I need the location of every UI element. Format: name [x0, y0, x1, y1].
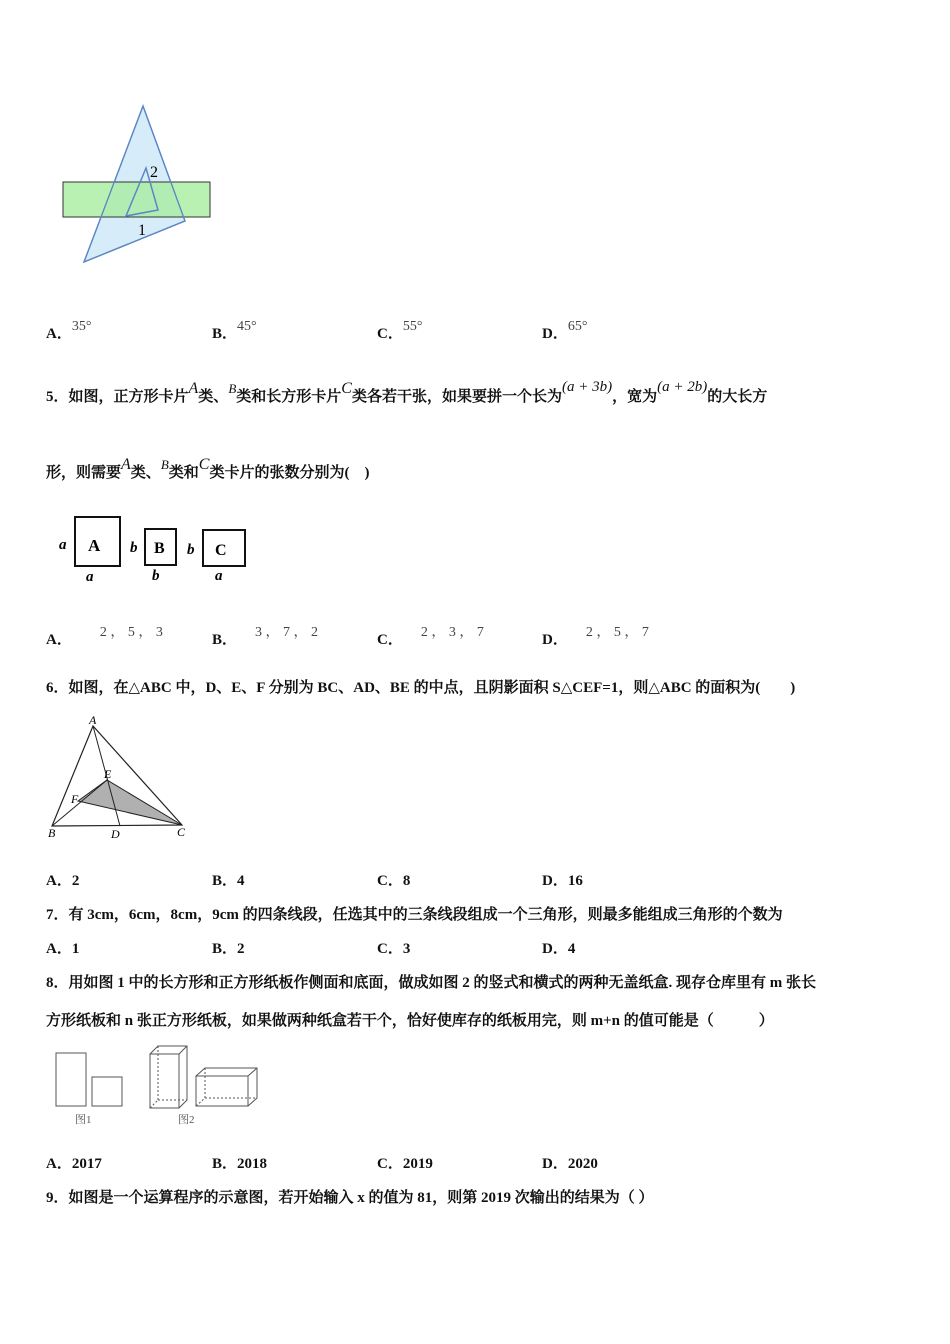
- q4-figure: [60, 100, 215, 270]
- shaded-triangle-cef: [78, 780, 182, 825]
- q4-option-d[interactable]: D．65°: [542, 319, 588, 342]
- point-c-label: C: [177, 825, 186, 839]
- q7-option-c[interactable]: C．3: [377, 941, 411, 957]
- q6-triangle-figure: [45, 712, 195, 842]
- card-a-label: A: [88, 536, 101, 555]
- point-a-label: A: [89, 713, 97, 727]
- card-c-side-label: b: [187, 542, 195, 558]
- q6-question: 6．如图，在△ABC 中，D、E、F 分别为 BC、AD、BE 的中点，且阴影面积 S△CEF=1，则△ABC 的面积为( ): [46, 680, 796, 696]
- fig1-square-board: [92, 1077, 122, 1106]
- q6-option-d[interactable]: D．16: [542, 873, 583, 889]
- q5-option-c[interactable]: C． 2 ， 3 ， 7: [377, 625, 484, 648]
- angle-label-2: 2: [150, 164, 158, 181]
- point-b-label: B: [48, 826, 56, 840]
- q7-option-a[interactable]: A．1: [46, 941, 80, 957]
- q6-option-b[interactable]: B．4: [212, 873, 245, 889]
- point-f-label: F: [71, 792, 79, 806]
- fig2-horizontal-box: [196, 1068, 257, 1106]
- card-c-bottom-label: a: [215, 568, 223, 584]
- q9-question: 9．如图是一个运算程序的示意图，若开始输入 x 的值为 81，则第 2019 次输出的结果为（ ）: [46, 1190, 654, 1206]
- q7-option-d[interactable]: D．4: [542, 941, 576, 957]
- green-rectangle: [63, 182, 210, 217]
- q7-option-b[interactable]: B．2: [212, 941, 245, 957]
- q8-option-a[interactable]: A．2017: [46, 1156, 102, 1172]
- q7-question: 7．有 3cm，6cm，8cm，9cm 的四条线段，任选其中的三条线段组成一个三角形，则最多能组成三角形的个数为: [46, 907, 783, 923]
- q5-option-d[interactable]: D． 2 ， 5 ， 7: [542, 625, 649, 648]
- q8-option-c[interactable]: C．2019: [377, 1156, 433, 1172]
- q8-option-b[interactable]: B．2018: [212, 1156, 268, 1172]
- q8-question-line1: 8．用如图 1 中的长方形和正方形纸板作侧面和底面，做成如图 2 的竖式和横式的两种无盖纸盒. 现存仓库里有 m 张长: [46, 975, 817, 991]
- triangle-abc: [52, 726, 182, 826]
- q8-boxes-figure: [50, 1040, 262, 1132]
- q8-question-line2: 方形纸板和 n 张正方形纸板，如果做两种纸盒若干个，恰好使库存的纸板用完，则 m+n 的值可能是（ ）: [46, 1013, 774, 1029]
- card-b-label: B: [154, 540, 165, 557]
- card-b-side-label: b: [130, 540, 138, 556]
- card-a-side-label: a: [59, 537, 67, 553]
- angle-label-1: 1: [138, 222, 146, 239]
- fig2-label: 图2: [178, 1114, 195, 1126]
- point-d-label: D: [111, 827, 120, 841]
- fig1-label: 图1: [75, 1114, 92, 1126]
- q5-line2: 形，则需要A类、B类和C类卡片的张数分别为( ): [46, 456, 370, 481]
- card-b-bottom-label: b: [152, 568, 160, 584]
- q6-option-a[interactable]: A．2: [46, 873, 80, 889]
- q4-option-b[interactable]: B．45°: [212, 319, 257, 342]
- point-e-label: E: [104, 767, 112, 781]
- q5-option-a[interactable]: A． 2 ， 5 ， 3: [46, 625, 163, 648]
- q8-option-d[interactable]: D．2020: [542, 1156, 598, 1172]
- q5-line1: 5．如图，正方形卡片A类、B类和长方形卡片C类各若干张，如果要拼一个长为(a + 3b)，宽为(a + 2b)的大长方: [46, 379, 768, 405]
- fig2-vertical-box: [150, 1046, 187, 1108]
- q5-option-b[interactable]: B． 3 ， 7 ， 2: [212, 625, 319, 648]
- q4-option-c[interactable]: C．55°: [377, 319, 423, 342]
- q4-option-a[interactable]: A．35°: [46, 319, 92, 342]
- card-a-bottom-label: a: [86, 569, 94, 585]
- fig1-rectangle-board: [56, 1053, 86, 1106]
- q5-cards-figure: [55, 510, 255, 588]
- q6-option-c[interactable]: C．8: [377, 873, 411, 889]
- card-c-label: C: [215, 542, 227, 559]
